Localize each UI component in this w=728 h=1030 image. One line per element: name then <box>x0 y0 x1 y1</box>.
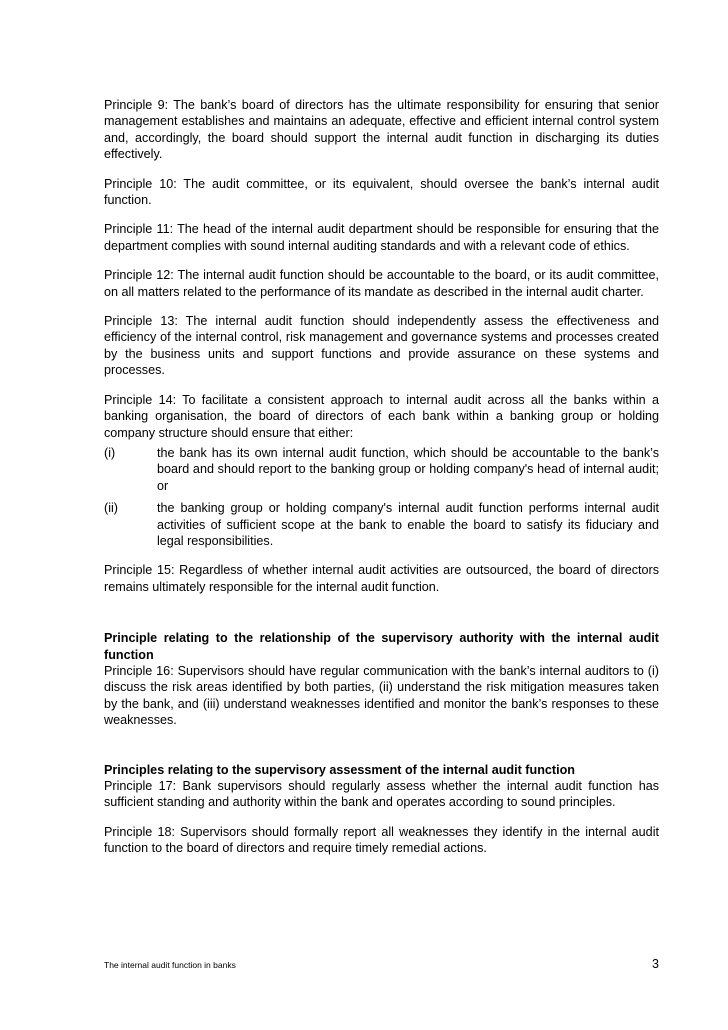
list-item <box>104 500 659 549</box>
principle-16: Principle 16: Supervisors should have regular communication with the bank’s internal auditors to (i) discuss the risk areas identified by both parties, (ii) understand the risk mitigation measures taken by the bank, and (iii) understand weaknesses identified and monitor the bank’s responses to these weaknesses. <box>104 663 659 728</box>
principle-13: Principle 13: The internal audit function should independently assess the effectiveness and efficiency of the internal control, risk management and governance systems and processes created by the business units and support functions and provide assurance on these systems and processes. <box>104 314 659 378</box>
section-heading-supervisory-relationship: Principle relating to the relationship of the supervisory authority with the internal audit function <box>104 631 659 662</box>
list-item-number: (i) <box>104 445 116 460</box>
page-body <box>104 97 659 870</box>
list-item-text: the bank has its own internal audit function, which should be accountable to the bank’s board and should report to the banking group or holding company's head of internal audit; or <box>157 445 659 493</box>
page-number: 3 <box>652 957 659 971</box>
list-item-text: the banking group or holding company's internal audit function performs internal audit activities of sufficient scope at the bank to enable the board to satisfy its fiduciary and legal responsibilities. <box>157 501 659 548</box>
principle-12: Principle 12: The internal audit function should be accountable to the board, or its audit committee, on all matters related to the performance of its mandate as described in the internal audit charter. <box>104 268 659 299</box>
principle-10: Principle 10: The audit committee, or its equivalent, should oversee the bank’s internal audit function. <box>104 176 659 208</box>
principle-15: Principle 15: Regardless of whether internal audit activities are outsourced, the board of directors remains ultimately responsible for the internal audit function. <box>104 563 659 594</box>
principle-9: Principle 9: The bank’s board of directors has the ultimate responsibility for ensuring that senior management establishes and maintains an adequate, effective and efficient internal control system and, accordingly, the board should support the internal audit function in discharging its duties effectively. <box>104 98 659 162</box>
list-item-number: (ii) <box>104 501 118 516</box>
principle-17: Principle 17: Bank supervisors should regularly assess whether the internal audit function has sufficient standing and authority within the bank and operates according to sound principles. <box>104 779 659 810</box>
footer-title: The internal audit function in banks <box>104 960 236 970</box>
section-heading-supervisory-assessment: Principles relating to the supervisory assessment of the internal audit function <box>104 762 575 777</box>
page-footer <box>104 957 659 971</box>
principle-11: Principle 11: The head of the internal audit department should be responsible for ensuring that the department complies with sound internal auditing standards and with a relevant code of ethics. <box>104 222 659 253</box>
principle-18: Principle 18: Supervisors should formally report all weaknesses they identify in the internal audit function to the board of directors and require timely remedial actions. <box>104 824 659 856</box>
principle-14-list <box>104 445 659 549</box>
list-item <box>104 445 659 494</box>
principle-14: Principle 14: To facilitate a consistent approach to internal audit across all the banks within a banking organisation, the board of directors of each bank within a banking group or holding company structure should ensure that either: <box>104 392 659 440</box>
